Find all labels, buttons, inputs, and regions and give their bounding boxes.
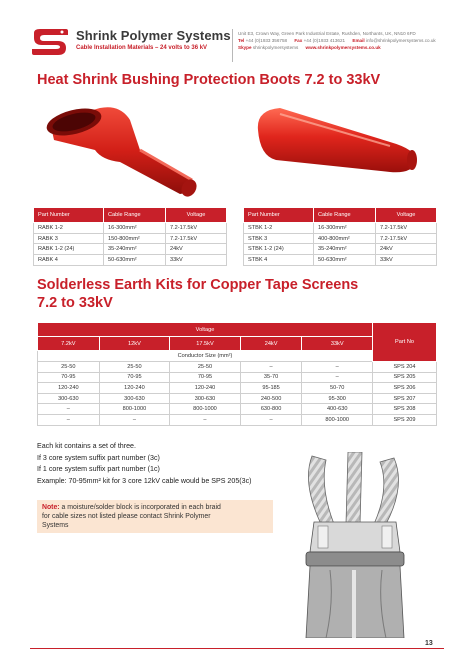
- note-line: Example: 70-95mm² kit for 3 core 12kV cable would be SPS 205(3c): [37, 476, 252, 485]
- contact-block: [238, 30, 468, 51]
- table-cell: 24kV: [166, 244, 227, 255]
- moisture-note-box: [37, 500, 273, 533]
- table-row: [34, 223, 227, 234]
- table-cell: 25-50: [38, 362, 100, 373]
- fax-label: Fax: [294, 38, 303, 43]
- table-cell: –: [38, 414, 100, 425]
- note-line: If 3 core system suffix part number (3c): [37, 453, 160, 462]
- table-cell: SPS 206: [373, 383, 437, 394]
- table-cell: 7.2-17.5kV: [376, 233, 437, 244]
- table-row: [244, 244, 437, 255]
- note-box-line: for cable sizes not listed please contact Shrink Polymer: [42, 512, 211, 520]
- section-title-line-2: 7.2 to 33kV: [37, 295, 113, 311]
- table-row: [38, 393, 437, 404]
- table-cell: RABK 1-2 (24): [34, 244, 104, 255]
- table-cell: STBK 1-2: [244, 223, 314, 234]
- table-cell: 35-70: [240, 372, 302, 383]
- table-cell: 400-800mm²: [314, 233, 376, 244]
- table-cell: RABK 3: [34, 233, 104, 244]
- table-cell: 95-185: [240, 383, 302, 394]
- table-row: [244, 255, 437, 266]
- table-cell: 150-800mm²: [104, 233, 166, 244]
- phone-line: [238, 37, 468, 44]
- table-cell: STBK 4: [244, 255, 314, 266]
- brand-tagline: Cable Installation Materials – 24 volts to 36 kV: [76, 45, 208, 51]
- col-header: Voltage: [376, 208, 437, 223]
- tel-label: Tel: [238, 38, 245, 43]
- address-line: Unit E3, Crown Way, Green Park Industrial Estate, Rushden, Northants, UK, NN10 6FD: [238, 31, 416, 36]
- note-line: If 1 core system suffix part number (1c): [37, 465, 160, 473]
- col-header: Part Number: [34, 208, 104, 223]
- earth-kit-illustration: [290, 452, 420, 638]
- conductor-size-label: Conductor Size (mm²): [38, 351, 373, 362]
- brand-name: Shrink Polymer Systems: [76, 28, 231, 43]
- tel-value: +44 (0)1933 356758: [245, 38, 288, 43]
- email-label: Email: [352, 38, 365, 43]
- web-link[interactable]: www.shrinkpolymersystems.co.uk: [305, 45, 381, 50]
- table-cell: 25-50: [99, 362, 170, 373]
- note-line: Each kit contains a set of three.: [37, 442, 136, 450]
- table-cell: –: [302, 362, 373, 373]
- note-label: Note:: [42, 504, 60, 511]
- email-link[interactable]: info@shrinkpolymersystems.co.uk: [365, 38, 436, 43]
- table-cell: SPS 208: [373, 404, 437, 415]
- rabk-table: [33, 207, 227, 266]
- table-cell: 16-300mm²: [104, 223, 166, 234]
- table-cell: 7.2-17.5kV: [166, 233, 227, 244]
- table-cell: SPS 207: [373, 393, 437, 404]
- col-header: Part Number: [244, 208, 314, 223]
- page-header: [0, 0, 474, 62]
- table-cell: 24kV: [376, 244, 437, 255]
- table-cell: 33kV: [376, 255, 437, 266]
- table-cell: –: [170, 414, 241, 425]
- table-row: [34, 244, 227, 255]
- table-cell: SPS 209: [373, 414, 437, 425]
- stbk-table: [243, 207, 437, 266]
- table-header-row: [244, 208, 437, 223]
- company-logo-icon: [30, 27, 70, 57]
- table-cell: STBK 1-2 (24): [244, 244, 314, 255]
- table-row: [34, 255, 227, 266]
- table-row: [38, 372, 437, 383]
- table-row: [38, 362, 437, 373]
- voltage-col-header: 7.2kV: [38, 337, 100, 351]
- table-cell: 50-70: [302, 383, 373, 394]
- table-cell: 800-1000: [170, 404, 241, 415]
- table-cell: 70-95: [170, 372, 241, 383]
- section-title-bushing-boots: Heat Shrink Bushing Protection Boots 7.2 to 33kV: [37, 72, 381, 88]
- voltage-header: Voltage: [38, 323, 373, 337]
- page-number: 13: [425, 640, 433, 647]
- table-cell: 120-240: [99, 383, 170, 394]
- table-header-row: [34, 208, 227, 223]
- earth-kit-table: [37, 322, 437, 426]
- rabk-boot-image: [40, 100, 230, 198]
- voltage-col-header: 17.5kV: [170, 337, 241, 351]
- table-cell: 50-630mm²: [314, 255, 376, 266]
- table-cell: 70-95: [38, 372, 100, 383]
- table-cell: SPS 205: [373, 372, 437, 383]
- table-cell: 7.2-17.5kV: [376, 223, 437, 234]
- voltage-header-row: [38, 323, 437, 337]
- skype-line: [238, 44, 468, 51]
- table-cell: –: [38, 404, 100, 415]
- table-cell: –: [240, 414, 302, 425]
- table-row: [38, 383, 437, 394]
- table-cell: 95-300: [302, 393, 373, 404]
- table-cell: 50-630mm²: [104, 255, 166, 266]
- table-cell: 630-800: [240, 404, 302, 415]
- col-header: Voltage: [166, 208, 227, 223]
- table-cell: 35-240mm²: [314, 244, 376, 255]
- header-divider: [232, 29, 233, 62]
- stbk-boot-image: [240, 100, 440, 190]
- table-cell: RABK 1-2: [34, 223, 104, 234]
- table-cell: 16-300mm²: [314, 223, 376, 234]
- table-cell: 25-50: [170, 362, 241, 373]
- table-cell: 800-1000: [99, 404, 170, 415]
- voltage-col-header: 24kV: [240, 337, 302, 351]
- table-row: [38, 414, 437, 425]
- table-cell: –: [99, 414, 170, 425]
- table-cell: RABK 4: [34, 255, 104, 266]
- table-cell: 120-240: [38, 383, 100, 394]
- col-header: Cable Range: [314, 208, 376, 223]
- table-cell: –: [240, 362, 302, 373]
- table-row: [34, 233, 227, 244]
- fax-value: +44 (0)1933 413621: [303, 38, 346, 43]
- note-box-line: [42, 504, 268, 513]
- footer-rule: [30, 648, 444, 649]
- table-cell: 33kV: [166, 255, 227, 266]
- table-cell: 400-630: [302, 404, 373, 415]
- table-cell: STBK 3: [244, 233, 314, 244]
- table-cell: 800-1000: [302, 414, 373, 425]
- skype-label: Skype: [238, 45, 252, 50]
- table-cell: 300-630: [38, 393, 100, 404]
- kit-notes: [37, 441, 252, 487]
- col-header: Cable Range: [104, 208, 166, 223]
- table-cell: SPS 204: [373, 362, 437, 373]
- voltage-col-header: 33kV: [302, 337, 373, 351]
- table-cell: 240-500: [240, 393, 302, 404]
- table-cell: 7.2-17.5kV: [166, 223, 227, 234]
- table-cell: –: [302, 372, 373, 383]
- skype-value: shrinkpolymersystems: [252, 45, 299, 50]
- table-row: [244, 233, 437, 244]
- table-cell: 70-95: [99, 372, 170, 383]
- note-text: a moisture/solder block is incorporated in each braid: [59, 504, 221, 511]
- section-title-line-1: Solderless Earth Kits for Copper Tape Screens: [37, 277, 359, 293]
- table-cell: 35-240mm²: [104, 244, 166, 255]
- note-box-line: Systems: [42, 521, 69, 529]
- table-cell: 300-630: [170, 393, 241, 404]
- table-cell: 300-630: [99, 393, 170, 404]
- table-cell: 120-240: [170, 383, 241, 394]
- part-no-header: Part No: [373, 323, 437, 362]
- table-row: [38, 404, 437, 415]
- table-row: [244, 223, 437, 234]
- section-title-earth-kits: [37, 276, 358, 312]
- voltage-col-header: 12kV: [99, 337, 170, 351]
